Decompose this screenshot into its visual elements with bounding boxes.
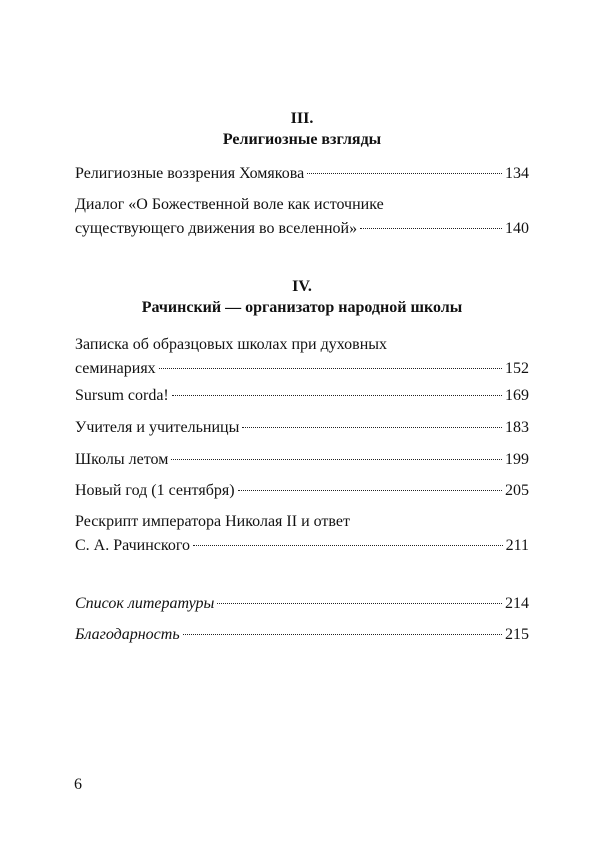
entry-page-number: 183 xyxy=(505,419,529,436)
entry-title: Учителя и учительницы xyxy=(75,419,240,436)
toc-entry[interactable] xyxy=(75,333,529,381)
toc-entry[interactable] xyxy=(75,384,529,408)
leader-dots xyxy=(238,490,502,491)
leader-dots xyxy=(242,427,502,428)
entry-title: Школы летом xyxy=(75,451,169,468)
section-3-number: III. xyxy=(290,110,314,127)
entry-title: Религиозные воззрения Хомякова xyxy=(75,165,305,182)
leader-dots xyxy=(159,368,502,369)
entry-title: Благодарность xyxy=(75,626,180,643)
toc-entry[interactable] xyxy=(75,510,529,558)
leader-dots xyxy=(172,395,502,396)
leader-dots xyxy=(171,459,502,460)
section-4-number: IV. xyxy=(292,278,312,295)
toc-entry[interactable] xyxy=(75,416,529,440)
section-3-title: Религиозные взгляды xyxy=(222,131,382,148)
entry-page-number: 205 xyxy=(505,482,529,499)
leader-dots xyxy=(183,634,502,635)
entry-title: Sursum corda! xyxy=(75,387,169,404)
toc-entry[interactable] xyxy=(75,479,529,503)
entry-title: Список литературы xyxy=(75,595,215,612)
entry-page-number: 214 xyxy=(505,595,529,612)
entry-title: семинариях xyxy=(75,360,156,377)
entry-title: Новый год (1 сентября) xyxy=(75,482,235,499)
leader-dots xyxy=(217,603,502,604)
entry-title: существующего движения во вселенной» xyxy=(75,220,358,237)
page-number: 6 xyxy=(74,776,82,793)
entry-page-number: 134 xyxy=(505,165,529,182)
leader-dots xyxy=(193,545,503,546)
entry-title: С. А. Рачинского xyxy=(75,537,190,554)
entry-page-number: 152 xyxy=(505,360,529,377)
leader-dots xyxy=(307,173,502,174)
entry-title-line1: Записка об образцовых школах при духовных xyxy=(75,336,388,353)
toc-entry[interactable] xyxy=(75,448,529,472)
toc-entry[interactable] xyxy=(75,193,529,241)
entry-page-number: 169 xyxy=(505,387,529,404)
entry-title-line1: Рескрипт императора Николая II и ответ xyxy=(75,513,350,530)
toc-entry[interactable] xyxy=(75,162,529,186)
toc-entry-acknowledgements[interactable] xyxy=(75,623,529,647)
entry-page-number: 215 xyxy=(505,626,529,643)
leader-dots xyxy=(360,228,502,229)
toc-entry-bibliography[interactable] xyxy=(75,592,529,616)
entry-title-line1: Диалог «О Божественной воле как источнике xyxy=(75,196,384,213)
entry-page-number: 211 xyxy=(505,537,529,554)
section-4-title: Рачинский — организатор народной школы xyxy=(141,299,463,316)
entry-page-number: 199 xyxy=(505,451,529,468)
entry-page-number: 140 xyxy=(505,220,529,237)
